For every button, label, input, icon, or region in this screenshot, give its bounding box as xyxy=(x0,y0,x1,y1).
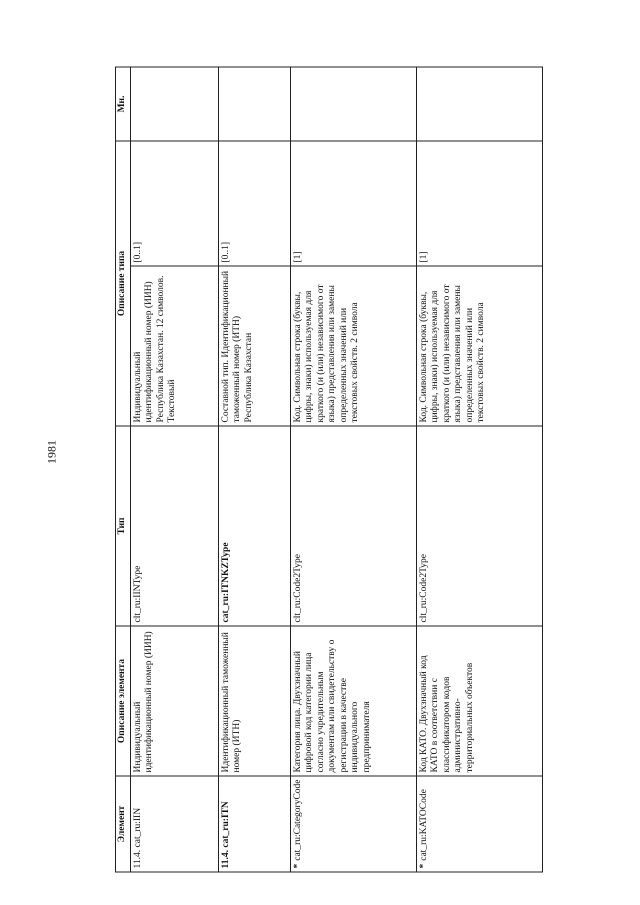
header-type: Тип xyxy=(116,426,131,626)
cell-element-text: cat_ru:KATOCode xyxy=(418,789,429,861)
spec-table xyxy=(115,66,543,872)
header-element-description: Описание элемента xyxy=(116,626,131,776)
header-element: Элемент xyxy=(116,776,131,872)
cell-empty xyxy=(130,67,218,141)
cell-element-description: Категория лица. Двухзначный цифровой код категории лица согласно учредительным документам или свидетельству о регистрации в качестве индивидуального предпринимателя xyxy=(290,626,416,776)
cell-type: clt_ru:IINType xyxy=(130,426,218,626)
cell-multiplicity: [0..1] xyxy=(130,141,218,266)
cell-element-description: Идентификационный таможенный номер (ИТН) xyxy=(218,626,290,776)
required-marker: * xyxy=(292,863,303,869)
cell-empty xyxy=(416,67,542,141)
cell-type-description: Код. Символьная строка (буквы, цифры, знаки) используемая для краткого (и (или) независимого от языка) представления или замены определенных значений или текстовых свойств. 2 символа xyxy=(416,266,542,426)
cell-element-description: Код КАТО. Двухзначный код КАТО в соответствии с классификатором кодов административно-территориальных объектов xyxy=(416,626,542,776)
cell-type-description: Индивидуальный идентификационный номер (ИИН) Республика Казахстан. 12 символов. Текстовый xyxy=(130,266,218,426)
table-row xyxy=(130,67,218,872)
cell-element: 11.4. cat_ru:IIN xyxy=(130,776,218,872)
cell-element-description: Индивидуальный идентификационный номер (ИИН) xyxy=(130,626,218,776)
spec-table-wrapper xyxy=(115,68,533,873)
table-row xyxy=(416,67,542,872)
cell-multiplicity: [1] xyxy=(290,141,416,266)
cell-type-description: Код. Символьная строка (буквы, цифры, знаки) используемая для краткого (и (или) независимого от языка) представления или замены определенных значений или текстовых свойств. 2 символа xyxy=(290,266,416,426)
required-marker: * xyxy=(418,863,429,869)
table-row xyxy=(218,67,290,872)
cell-type: clt_ru:Code2Type xyxy=(290,426,416,626)
cell-empty xyxy=(290,67,416,141)
cell-empty xyxy=(218,67,290,141)
page-number: 1981 xyxy=(44,440,59,464)
cell-element-text: cat_ru:CategoryCode xyxy=(292,779,303,861)
table-row xyxy=(290,67,416,872)
cell-multiplicity: [1] xyxy=(416,141,542,266)
cell-element: 11.4. cat_ru:ITN xyxy=(218,776,290,872)
cell-multiplicity: [0..1] xyxy=(218,141,290,266)
cell-type: clt_ru:Code2Type xyxy=(416,426,542,626)
cell-element xyxy=(416,776,542,872)
cell-element xyxy=(290,776,416,872)
cell-type: cat_ru:ITNKZType xyxy=(218,426,290,626)
header-type-description: Описание типа xyxy=(116,141,131,426)
cell-type-description: Составной тип. Идентификационный таможенный номер (ИТН) Республика Казахстан xyxy=(218,266,290,426)
table-header-row xyxy=(116,67,131,872)
header-multiplicity: Мн. xyxy=(116,67,131,141)
